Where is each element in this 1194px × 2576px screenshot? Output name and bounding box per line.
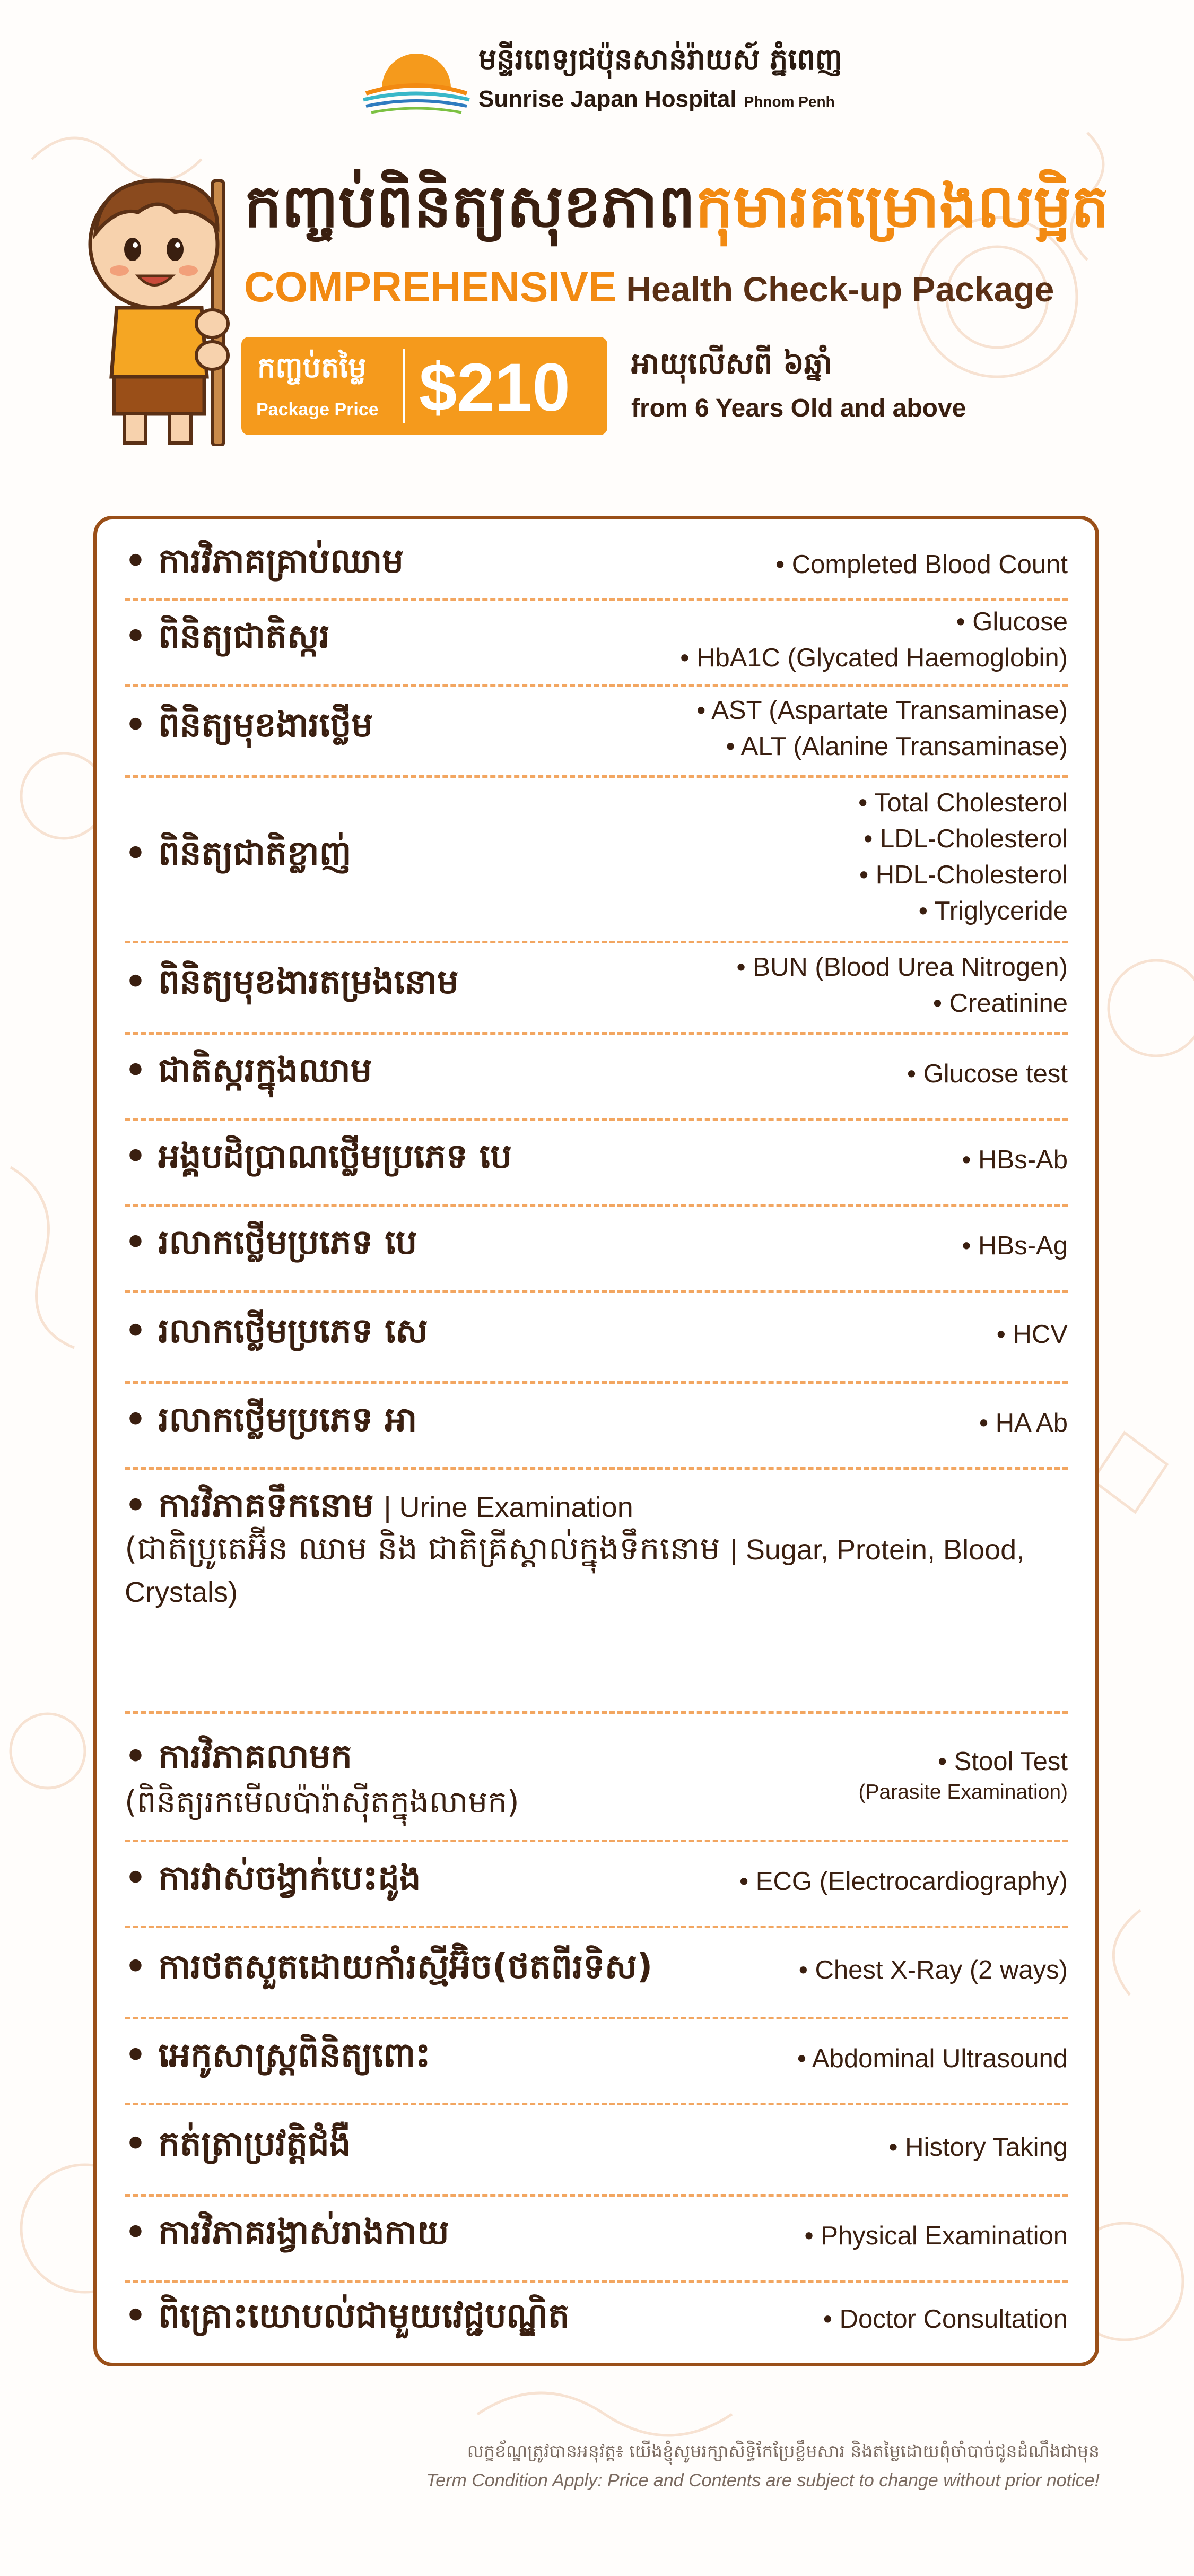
title-comprehensive: COMPREHENSIVE [244, 263, 617, 310]
test-name: • Glucose [956, 608, 1068, 636]
test-name: • Chest X-Ray (2 ways) [798, 1956, 1068, 1984]
test-name: • Abdominal Ultrasound [797, 2044, 1068, 2073]
item-khmer-label: • ការវាស់ចង្វាក់បេះដូង [125, 1859, 421, 1898]
item-row [125, 535, 1068, 594]
logo-city: Phnom Penh [744, 93, 835, 110]
age-english: from 6 Years Old and above [631, 394, 966, 422]
title-khmer-part2: កុមារគម្រោងលម្អិត [695, 172, 1109, 241]
title-health-checkup: Health Check-up Package [626, 270, 1054, 309]
item-tests [859, 1744, 1068, 1805]
item-khmer-label: • រលាកថ្លើមប្រភេទ បេ [125, 1223, 417, 1262]
item-row [125, 1928, 1068, 2013]
child-mascot-illustration [80, 164, 255, 446]
test-name: • Completed Blood Count [775, 550, 1068, 579]
item-row [125, 600, 1068, 680]
test-name: • BUN (Blood Urea Nitrogen) [736, 953, 1068, 982]
test-name: • HbA1C (Glycated Haemoglobin) [680, 644, 1068, 672]
item-tests [797, 2041, 1068, 2077]
price-divider [403, 349, 405, 423]
package-price-box [241, 337, 607, 435]
item-khmer-label: • រលាកថ្លើមប្រភេទ សេ [125, 1312, 428, 1351]
price-label-khmer: កញ្ចប់តម្លៃ [257, 351, 367, 384]
item-tests [739, 1863, 1068, 1900]
test-name: • AST (Aspartate Transaminase) [696, 696, 1068, 725]
test-name: • HBs-Ab [962, 1146, 1068, 1174]
test-name: • Stool Test [937, 1747, 1068, 1776]
stool-khmer-title: • ការវិភាគលាមក [125, 1737, 352, 1776]
item-khmer-label: • ការវិភាគគ្រាប់ឈាម [125, 542, 404, 581]
item-tests [680, 604, 1068, 676]
urine-detail-khmer: (ជាតិប្រូតេអ៊ីន ឈាម និង ជាតិគ្រីស្តាល់ក្នុងទឹកនោម [125, 1530, 720, 1567]
test-subtitle: (Parasite Examination) [858, 1781, 1068, 1803]
urine-khmer-label: • ការវិភាគទឹកនោម [125, 1486, 374, 1525]
item-khmer-label: • ការវិភាគរង្វាស់រាងកាយ [125, 2213, 449, 2252]
test-name: • ALT (Alanine Transaminase) [726, 732, 1068, 761]
logo-khmer-name: មន្ទីរពេទ្យជប៉ុនសាន់រ៉ាយស៍ ភ្នំពេញ [478, 42, 843, 76]
urine-row [125, 1469, 1068, 1644]
title-khmer [244, 169, 1109, 256]
test-name: • History Taking [888, 2133, 1068, 2162]
item-row [125, 943, 1068, 1028]
item-khmer-label: • ពិនិត្យមុខងារតម្រងនោម [125, 962, 459, 1002]
terms-english: Term Condition Apply: Price and Contents are subject to change without prior notice! [426, 2470, 1100, 2491]
item-tests [907, 1056, 1068, 1092]
price-value: $210 [419, 350, 570, 426]
price-label-english: Package Price [256, 400, 379, 420]
logo-english-name [478, 86, 835, 112]
item-khmer-label: • ជាតិស្ករក្នុងឈាម [125, 1051, 372, 1090]
test-name: • Total Cholesterol [858, 788, 1068, 817]
terms-khmer: លក្ខខ័ណ្ឌត្រូវបានអនុវត្ត៖ យើងខ្ញុំសូមរក្សាសិទ្ធិកែប្រែខ្លឹមសារ និងតម្លៃដោយពុំចាំបាច់ជូនដំណឹងជាមុន [467, 2441, 1100, 2461]
item-row [125, 777, 1068, 936]
test-name: • Creatinine [932, 989, 1068, 1018]
test-name: • Physical Examination [804, 2222, 1068, 2250]
item-khmer-label: • ពិគ្រោះយោបល់ជាមួយវេជ្ជបណ្ឌិត [125, 2296, 570, 2336]
item-tests [979, 1405, 1068, 1441]
item-khmer-label: • ពិនិត្យជាតិស្ករ [125, 617, 330, 656]
item-khmer-label: • រលាកថ្លើមប្រភេទ អា [125, 1400, 417, 1439]
urine-english-label: | Urine Examination [384, 1491, 633, 1523]
item-tests [805, 2218, 1068, 2254]
item-khmer-label: • អេកូសាស្ត្រពិនិត្យពោះ [125, 2036, 431, 2075]
urine-exam-text [125, 1485, 1026, 1613]
item-row [125, 2019, 1068, 2098]
item-tests [962, 1142, 1068, 1178]
item-row [125, 1034, 1068, 1114]
sunrise-logo-icon [361, 40, 472, 120]
test-name: • Doctor Consultation [823, 2305, 1068, 2334]
item-tests [775, 547, 1068, 583]
test-name: • LDL-Cholesterol [864, 825, 1068, 853]
item-khmer-label: • អង្គបដិប្រាណថ្លើមប្រភេទ បេ [125, 1137, 512, 1176]
age-khmer: អាយុលើសពី ៦ឆ្នាំ [631, 346, 833, 381]
test-name: • HA Ab [979, 1409, 1068, 1437]
urine-detail-english: | Sugar, Protein, Blood, Crystals) [125, 1534, 1025, 1608]
item-row [125, 686, 1068, 771]
hospital-logo [361, 37, 843, 127]
item-khmer-label: • ពិនិត្យមុខងារថ្លើម [125, 706, 373, 745]
item-row [125, 2282, 1068, 2356]
item-row [125, 1120, 1068, 1200]
item-tests [696, 692, 1068, 765]
item-tests [962, 1228, 1068, 1264]
logo-english-text: Sunrise Japan Hospital [478, 86, 737, 112]
stool-khmer-label [125, 1734, 519, 1824]
item-tests [888, 2129, 1068, 2165]
item-tests [858, 785, 1068, 929]
test-name: • Triglyceride [918, 897, 1068, 925]
item-tests [997, 1316, 1068, 1352]
item-tests [799, 1952, 1068, 1988]
item-row [125, 1292, 1068, 1377]
title-english [244, 263, 1054, 311]
item-row [125, 1383, 1068, 1463]
test-name: • ECG (Electrocardiography) [739, 1867, 1068, 1896]
item-tests [823, 2301, 1068, 2337]
test-name: • HBs-Ag [962, 1231, 1068, 1260]
stool-khmer-detail: (ពិនិត្យរកមើលប៉ារ៉ាស៊ីតក្នុងលាមក) [125, 1784, 519, 1820]
item-tests [737, 949, 1068, 1021]
test-name: • HCV [996, 1320, 1068, 1349]
test-name: • Glucose test [907, 1060, 1068, 1088]
item-row [125, 2105, 1068, 2190]
item-row [125, 2196, 1068, 2276]
item-khmer-label: • ការថតសួតដោយកាំរស្មីអ៊ិច(ថតពីរទិស) [125, 1947, 653, 1987]
item-khmer-label: • ពិនិត្យជាតិខ្លាញ់ [125, 834, 352, 873]
item-khmer-label: • កត់ត្រាប្រវត្តិជំងឺ [125, 2124, 351, 2164]
item-row [125, 1842, 1068, 1921]
checkup-items-card [93, 516, 1099, 2366]
stool-row [125, 1713, 1068, 1835]
title-khmer-part1: កញ្ចប់ពិនិត្យសុខភាព [244, 172, 695, 241]
item-row [125, 1206, 1068, 1286]
test-name: • HDL-Cholesterol [859, 861, 1068, 889]
